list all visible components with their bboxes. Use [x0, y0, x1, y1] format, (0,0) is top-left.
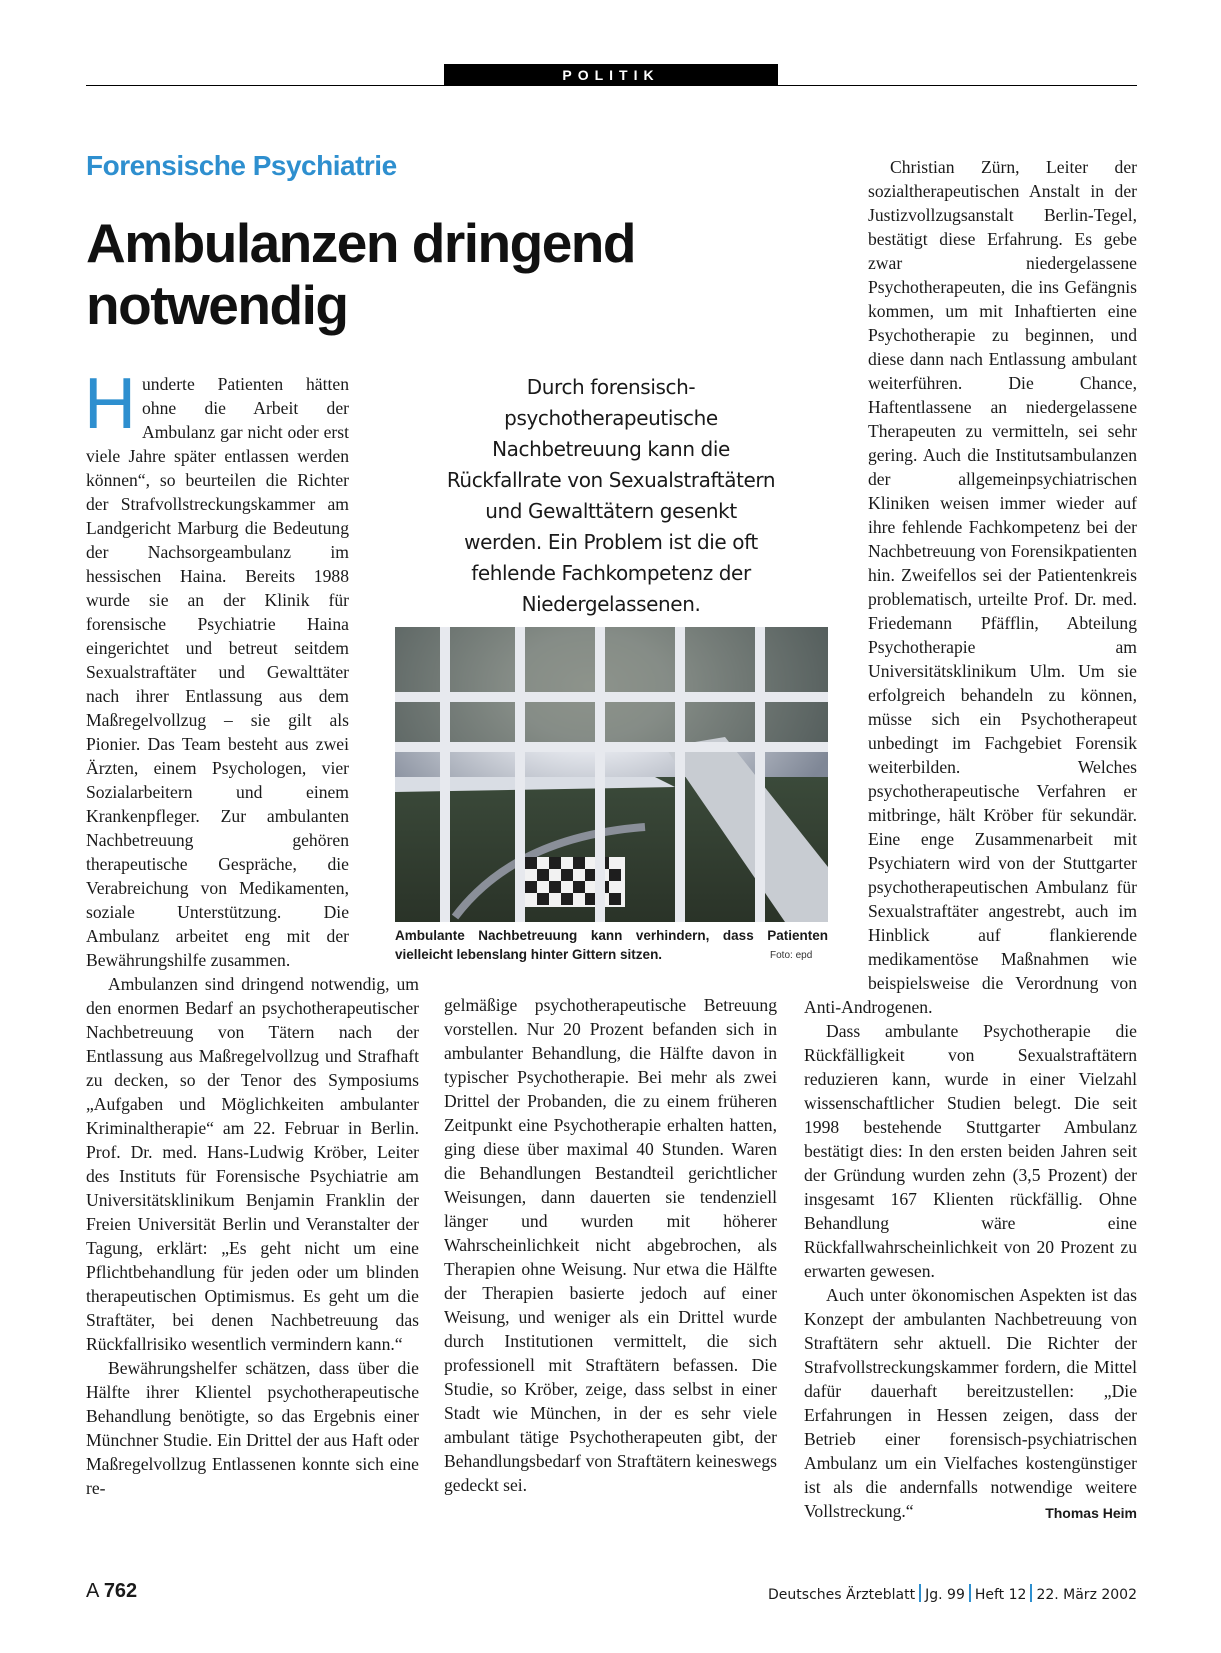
journal-info — [768, 1584, 1137, 1603]
column-1 — [84, 364, 419, 1500]
article-kicker: Forensische Psychiatrie — [86, 150, 397, 181]
author-name: Thomas Heim — [1045, 1505, 1137, 1521]
photo-illustration — [395, 627, 828, 922]
page-number: A 762 — [86, 1580, 138, 1602]
paragraph: Auch unter ökonomischen Aspekten ist das Konzept der ambulanten Nachbetreuung von Straftätern sehr aktuell. Die Richter der Strafvollstreckungskammer fordern, die Mittel dafür dauerhaft bereitzustellen: „Die Erfahrungen in Hessen zeigen, dass der Betrieb einer forensisch-psychiatrischen Ambulanz um ein Vielfaches kostengünstiger ist als die andernfalls notwendige weitere Vollstreckung.“ Thomas Heim — [804, 1283, 1137, 1523]
paragraph: Hunderte Patienten hätten ohne die Arbeit der Ambulanz gar nicht oder erst viele Jahre später entlassen werden können“, so beurteilen die Richter der Strafvollstreckungskammer am Landgericht Marburg die Bedeutung der Nachsorgeambulanz im hessischen Haina. Bereits 1988 wurde sie an der Klinik für forensische Psychiatrie Haina eingerichtet und betreut seitdem Sexualstraftäter und Gewalttäter nach ihrer Entlassung aus dem Maßregelvollzug – sie gilt als Pionier. Das Team besteht aus zwei Ärzten, einem Psychologen, vier Sozialarbeitern und einem Krankenpfleger. Zur ambulanten Nachbetreuung gehören therapeutische Gespräche, die Verabreichung von Medikamenten, soziale Unterstützung. Die Ambulanz arbeitet eng mit der Bewährungshilfe zusammen. — [84, 364, 349, 970]
photo-credit: Foto: epd — [770, 950, 813, 961]
paragraph: Christian Zürn, Leiter der sozialtherapeutischen Anstalt in der Justizvollzugsanstalt Berlin-Tegel, bestätigt diese Erfahrung. Es gebe zwar niedergelassene Psychotherapeuten, die ins Gefängnis kommen, um mit Inhaftierten eine Psychotherapie zu beginnen, und diese dann nach Entlassung ambulant weiterführen. Die Chance, Haftentlassene an niedergelassene Therapeuten zu vermitteln, sei sehr gering. Auch die Institutsambulanzen der allgemeinpsychiatrischen Kliniken weisen immer wieder auf ihre fehlende Fachkompetenz bei der Nachbetreuung von Forensikpatienten hin. Zweifellos sei der Patientenkreis problematisch, urteilte Prof. Dr. med. Friedemann Pfäfflin, Abteilung Psychotherapie am Universitätsklinikum Ulm. Um sie erfolgreich behandeln zu können, müsse sich ein Psychotherapeut unbedingt im Fachgebiet Forensik weiterbilden. Welches psychotherapeutische Verfahren er mitbringe, hält Kröber für sekundär. Eine enge Zusammenarbeit mit Psychiatern wird von der Stuttgarter psychotherapeutischen Ambulanz für Sexualstraftäter angestrebt, auch im Hinblick auf flankierende medikamentöse Maßnahmen wie beispielsweise die Verordnung von Anti-Androgenen. — [804, 157, 1137, 1017]
journal-date: 22. März 2002 — [1036, 1587, 1137, 1603]
article-headline: Ambulanzen dringend notwendig — [86, 212, 635, 336]
section-tag: POLITIK — [444, 64, 778, 86]
paragraph: Bewährungshelfer schätzen, dass über die Hälfte ihrer Klientel psychotherapeutische Behandlung benötigte, so das Ergebnis einer Münchner Studie. Ein Drittel der aus Haft oder Maßregelvollzug Entlassenen konnte sich eine re- — [86, 1358, 419, 1498]
journal-volume: Jg. 99 — [925, 1587, 965, 1603]
column-3 — [804, 155, 1137, 1525]
paragraph: gelmäßige psychotherapeutische Betreuung vorstellen. Nur 20 Prozent befanden sich in ambulanter Behandlung, die Hälfte davon in typischer Psychotherapie. Bei mehr als zwei Drittel der Probanden, die zu einem früheren Zeitpunkt eine Psychotherapie erhalten hatten, ging diese über maximal 40 Stunden. Waren die Behandlungen Bestandteil gerichtlicher Weisungen, dann dauerten sie tendenziell länger und wurden mit höherer Wahrscheinlichkeit nicht abgebrochen, als Therapien ohne Weisung. Nur etwa die Hälfte der Therapien basierte jedoch auf einer Weisung, und weniger als ein Drittel wurde durch Institutionen vermittelt, die sich professionell mit Straftätern befassen. Die Studie, so Kröber, zeige, dass selbst in einer Stadt wie München, in der es sehr viele ambulant tätige Psychotherapeuten gibt, der Behandlungsbedarf von Straftätern keineswegs gedeckt sei. — [444, 995, 777, 1495]
paragraph: Ambulanzen sind dringend notwendig, um den enormen Bedarf an psychotherapeutischer Nachbetreuung von Tätern nach der Entlassung aus Maßregelvollzug und Strafhaft zu decken, so der Tenor des Symposiums „Aufgaben und Möglichkeiten ambulanter Kriminaltherapie“ am 22. Februar in Berlin. Prof. Dr. med. Hans-Ludwig Kröber, Leiter des Instituts für Forensische Psychiatrie am Universitätsklinikum Benjamin Franklin der Freien Universität Berlin und Veranstalter der Tagung, erklärt: „Es geht nicht um eine Pflichtbehandlung für jeden oder um blinden therapeutischen Optimismus. Es geht um die Straftäter, bei denen Nachbetreuung das Rückfallrisiko wesentlich vermindern kann.“ — [86, 974, 419, 1354]
drop-cap: H — [84, 364, 136, 444]
journal-name: Deutsches Ärzteblatt — [768, 1587, 916, 1603]
photo-window-bars — [395, 627, 828, 922]
article-lead: Durch forensisch-psychotherapeutische Nachbetreuung kann die Rückfallrate von Sexualstraftätern und Gewalttätern gesenkt werden. Ein Problem ist die oft fehlende Fachkompetenz der Niedergelassenen. — [446, 375, 776, 616]
paragraph: Dass ambulante Psychotherapie die Rückfälligkeit von Sexualstraftätern reduzieren kann, wurde in einer Vielzahl wissenschaftlicher Studien belegt. Die seit 1998 bestehende Stuttgarter Ambulanz bestätigt dies: In den ersten beiden Jahren seit der Gründung wurden zehn (3,5 Prozent) der insgesamt 167 Klienten rückfällig. Ohne Behandlung wäre eine Rückfallwahrscheinlichkeit von 20 Prozent zu erwarten gewesen. — [804, 1021, 1137, 1281]
photo-caption: Ambulante Nachbetreuung kann verhindern, dass Patienten vielleicht lebenslang hinter Gittern sitzen. — [395, 928, 828, 962]
column-2 — [444, 993, 777, 1497]
journal-issue: Heft 12 — [974, 1587, 1027, 1603]
